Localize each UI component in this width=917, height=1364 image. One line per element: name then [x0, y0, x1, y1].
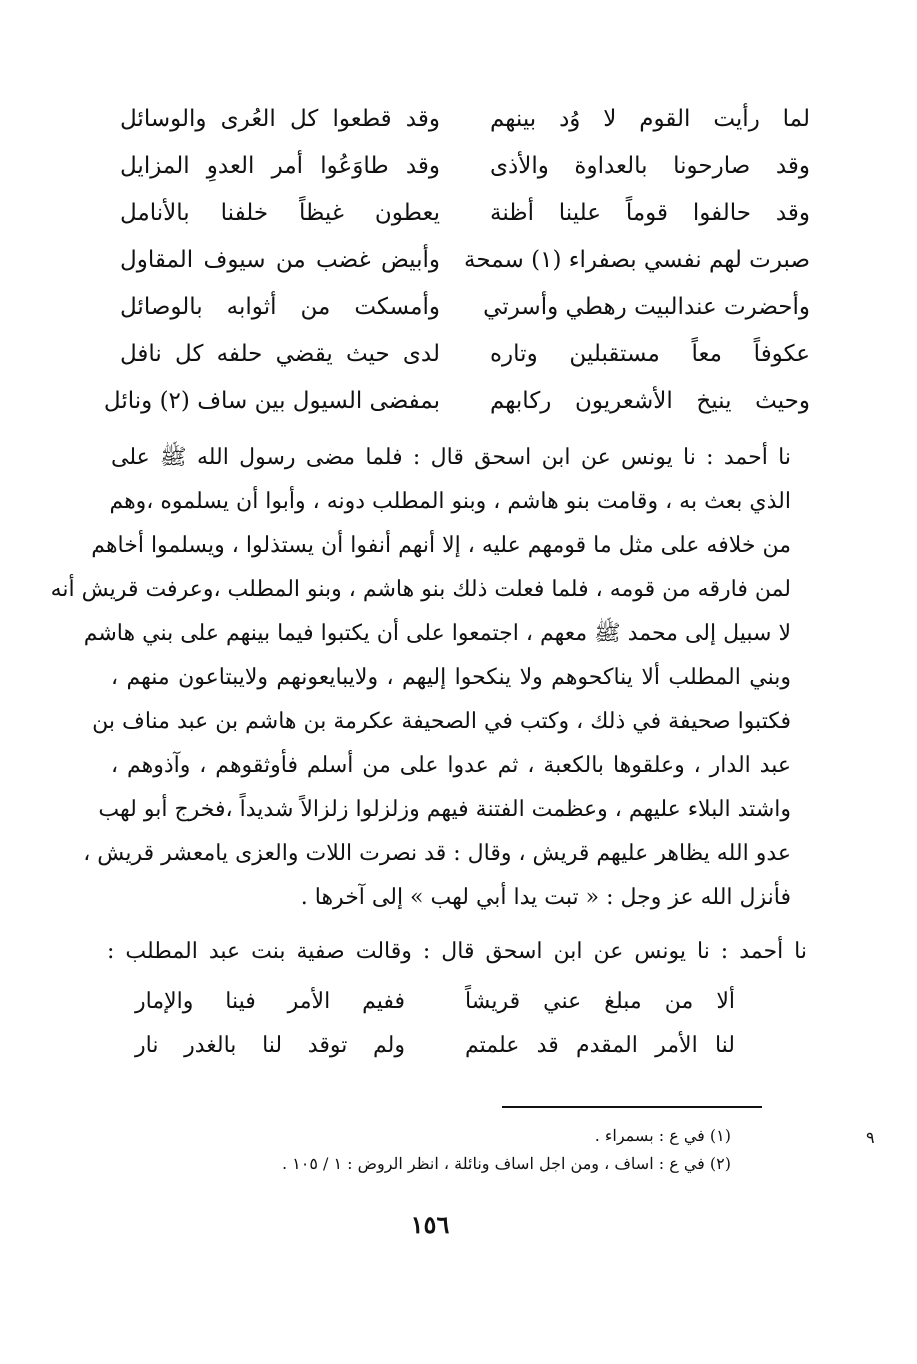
second-paragraph — [107, 930, 807, 974]
prose-line: لمن فارقه من قومه ، فلما فعلت ذلك بنو هاشم ، وبنو المطلب ،وعرفت قريش أنه — [50, 577, 791, 602]
poem-hemistich: ألا من مبلغ عني قريشاً — [465, 989, 735, 1014]
page-number: ١٥٦ — [410, 1210, 450, 1239]
prose-line: واشتد البلاء عليهم ، وعظمت الفتنة فيهم وزلزلوا زلزالاً شديداً ،فخرج أبو لهب — [98, 797, 791, 822]
prose-line: من خلافه على مثل ما قومهم عليه ، إلا أنهم أنفوا أن يستذلوا ، ويسلموا أخاهم — [91, 533, 791, 558]
poem-verse — [135, 1024, 735, 1068]
poem-hemistich: صبرت لهم نفسي بصفراء (١) سمحة — [464, 247, 810, 273]
margin-mark: ٩ — [866, 1128, 875, 1147]
poem-hemistich: يعطون غيظاً خلفنا بالأنامل — [120, 200, 440, 226]
prose-line: فكتبوا صحيفة في ذلك ، وكتب في الصحيفة عكرمة بن هاشم بن عبد مناف بن — [92, 709, 791, 734]
prose-line: فأنزل الله عز وجل : « تبت يدا أبي لهب » إلى آخرها . — [300, 885, 791, 910]
opening-poem — [103, 96, 810, 436]
poem-hemistich: وأحضرت عندالبيت رهطي وأسرتي — [483, 294, 810, 320]
footnote: (١) في ع : بسمراء . — [594, 1126, 731, 1145]
poem-hemistich: وقد حالفوا قوماً علينا أظنة — [490, 200, 810, 226]
poem-hemistich: عكوفاً معاً مستقبلين وتاره — [490, 341, 810, 367]
second-hemistich-column — [103, 96, 440, 425]
poem-hemistich: وقد طاوَعُوا أمر العدوِ المزايل — [120, 153, 440, 179]
first-hemistich-column — [464, 96, 810, 425]
closing-poem — [135, 980, 735, 1080]
poem-hemistich: وقد قطعوا كل العُرى والوسائل — [120, 106, 440, 132]
poem-hemistich: وحيث ينيخ الأشعريون ركابهم — [490, 388, 810, 414]
prose-line: نا أحمد : نا يونس عن ابن اسحق قال : وقالت صفية بنت عبد المطلب : — [107, 939, 807, 964]
footnotes — [171, 1122, 731, 1178]
poem-verse — [135, 980, 735, 1024]
prose-line: نا أحمد : نا يونس عن ابن اسحق قال : فلما مضى رسول الله ﷺ على — [111, 445, 791, 470]
poem-hemistich: وأبيض غضب من سيوف المقاول — [120, 247, 440, 273]
poem-hemistich: بمفضى السيول بين ساف (٢) ونائل — [103, 388, 440, 414]
poem-hemistich: لنا الأمر المقدم قد علمتم — [465, 1033, 735, 1058]
poem-hemistich: لدى حيث يقضي حلفه كل نافل — [120, 341, 440, 367]
poem-hemistich: ولم توقد لنا بالغدر نار — [135, 1033, 405, 1058]
prose-line: وبني المطلب ألا يناكحوهم ولا ينكحوا إليهم ، ولايبايعونهم ولايبتاعون منهم ، — [111, 665, 791, 690]
poem-hemistich: ففيم الأمر فينا والإمار — [135, 989, 405, 1014]
poem-hemistich: لما رأيت القوم لا وُد بينهم — [490, 106, 810, 132]
footnote-divider — [502, 1106, 762, 1108]
poem-hemistich: وقد صارحونا بالعداوة والأذى — [490, 153, 810, 179]
prose-line: الذي بعث به ، وقامت بنو هاشم ، وبنو المطلب دونه ، وأبوا أن يسلموه ،وهم — [109, 489, 791, 514]
prose-line: عدو الله يظاهر عليهم قريش ، وقال : قد نصرت اللات والعزى يامعشر قريش ، — [83, 841, 791, 866]
footnote: (٢) في ع : اساف ، ومن اجل اساف ونائلة ، انظر الروض : ١ / ١٠٥ . — [281, 1154, 731, 1173]
prose-paragraph — [50, 436, 791, 920]
poem-hemistich: وأمسكت من أثوابه بالوصائل — [120, 294, 440, 320]
prose-line: لا سبيل إلى محمد ﷺ معهم ، اجتمعوا على أن يكتبوا فيما بينهم على بني هاشم — [83, 621, 791, 646]
prose-line: عبد الدار ، وعلقوها بالكعبة ، ثم عدوا على من أسلم فأوثقوهم ، وآذوهم ، — [111, 753, 791, 778]
